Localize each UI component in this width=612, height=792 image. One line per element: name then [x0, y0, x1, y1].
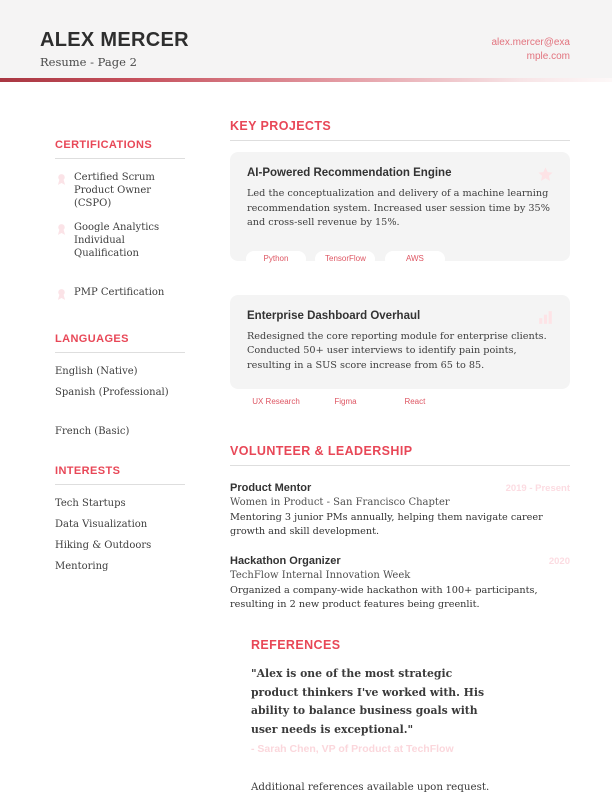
header-identity [40, 30, 189, 69]
volunteer-entry [230, 555, 570, 612]
bar-chart-icon [537, 309, 554, 331]
certification-label: PMP Certification [74, 287, 165, 298]
certification-label: Certified Scrum Product Owner (CSPO) [74, 172, 155, 209]
volunteer-org: Women in Product - San Francisco Chapter [230, 497, 450, 508]
page-subtitle: Resume - Page 2 [40, 55, 137, 69]
language-item: English (Native) [55, 366, 138, 377]
language-item: French (Basic) [55, 426, 130, 437]
interests-section [55, 465, 185, 573]
project-card [230, 295, 570, 406]
interests-heading: INTERESTS [55, 465, 121, 477]
volunteer-date: 2019 - Present [505, 483, 570, 494]
volunteer-entry-header [230, 482, 570, 494]
interest-item: Hiking & Outdoors [55, 540, 152, 551]
content [0, 82, 612, 792]
project-title: AI-Powered Recommendation Engine [247, 167, 452, 179]
main-column [230, 119, 570, 792]
volunteer-heading: VOLUNTEER & LEADERSHIP [230, 444, 413, 458]
sidebar [55, 139, 185, 600]
section-divider [230, 465, 570, 466]
email-link[interactable]: alex.mercer@example.com [491, 37, 570, 62]
key-projects-heading: KEY PROJECTS [230, 119, 332, 133]
interest-item: Data Visualization [55, 519, 148, 530]
volunteer-section [230, 444, 570, 612]
reference-quote: "Alex is one of the most strategic product thinkers I've worked with. His ability to balance business goals with user needs is exceptional." [251, 667, 485, 736]
tag-badge: TensorFlow [315, 251, 375, 267]
award-icon [55, 288, 68, 306]
page-title: ALEX MERCER [40, 29, 189, 51]
certification-item [55, 171, 185, 210]
section-divider [55, 352, 185, 353]
language-item: Spanish (Professional) [55, 387, 169, 398]
section-divider [230, 140, 570, 141]
header [0, 0, 612, 78]
references-heading: REFERENCES [251, 638, 341, 652]
certifications-heading: CERTIFICATIONS [55, 139, 153, 151]
volunteer-org: TechFlow Internal Innovation Week [230, 570, 411, 581]
certifications-section [55, 139, 185, 306]
certification-label: Google Analytics Individual Qualification [74, 222, 160, 259]
project-title: Enterprise Dashboard Overhaul [247, 309, 421, 322]
project-tags [246, 248, 450, 267]
references-section [230, 638, 570, 792]
tag-badge: React [385, 394, 445, 410]
project-card [230, 152, 570, 261]
key-projects-section [230, 119, 570, 406]
languages-section [55, 333, 185, 438]
languages-heading: LANGUAGES [55, 333, 129, 345]
volunteer-date: 2020 [548, 556, 570, 567]
certification-item [55, 221, 185, 260]
certification-item [55, 286, 185, 306]
volunteer-description: Organized a company-wide hackathon with 100+ participants, resulting in 2 new product features being greenlit. [230, 585, 538, 610]
section-divider [55, 484, 185, 485]
tag-badge: Figma [315, 394, 375, 410]
star-icon [537, 166, 554, 188]
award-icon [55, 223, 68, 241]
volunteer-role: Product Mentor [230, 482, 312, 494]
project-description: Led the conceptualization and delivery of a machine learning recommendation system. Increased user session time by 35% and cross-sell revenue by 15%. [247, 188, 550, 228]
project-tags [246, 391, 450, 410]
interest-item: Mentoring [55, 561, 109, 572]
section-divider [55, 158, 185, 159]
reference-attribution: - Sarah Chen, VP of Product at TechFlow [251, 743, 454, 755]
project-description: Redesigned the core reporting module for enterprise clients. Conducted 50+ user interviews to identify pain points, resulting in a SUS score increase from 65 to 85. [247, 330, 547, 371]
interest-item: Tech Startups [55, 498, 126, 509]
tag-badge: UX Research [246, 394, 306, 410]
volunteer-entry-header [230, 555, 570, 567]
volunteer-entry [230, 482, 570, 539]
references-note: Additional references available upon request. [251, 781, 490, 792]
tag-badge: AWS [385, 251, 445, 267]
award-icon [55, 173, 68, 191]
tag-badge: Python [246, 251, 306, 267]
volunteer-role: Hackathon Organizer [230, 555, 341, 567]
volunteer-description: Mentoring 3 junior PMs annually, helping them navigate career growth and skill development. [230, 512, 543, 537]
